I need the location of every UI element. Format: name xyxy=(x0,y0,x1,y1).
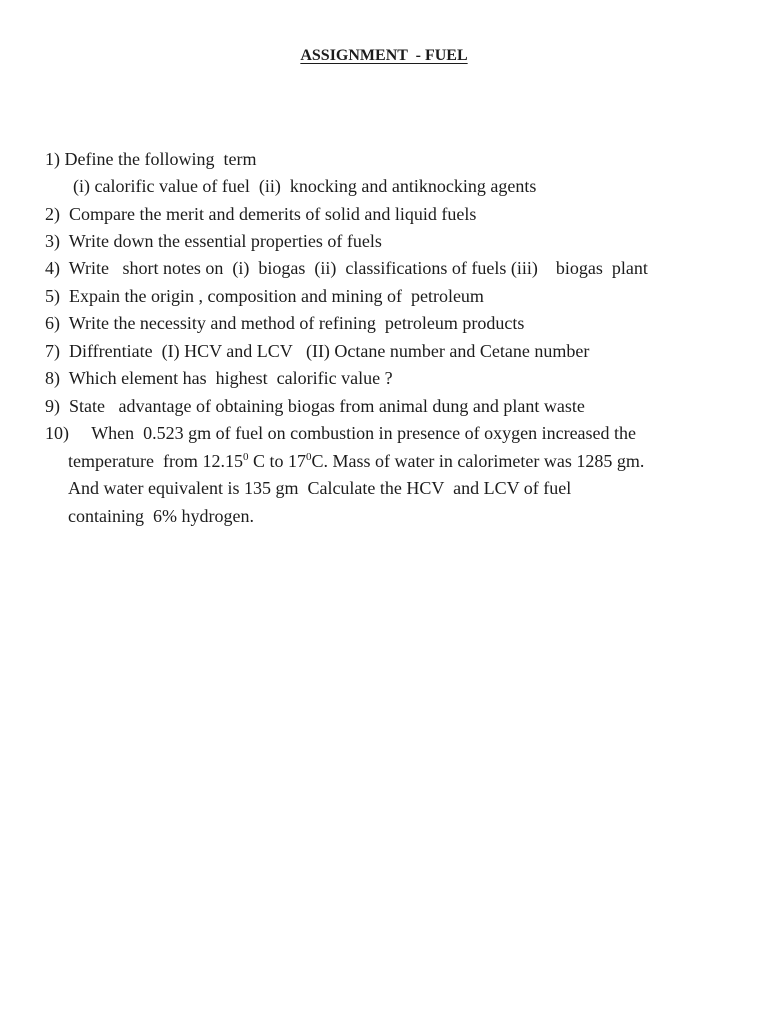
question-text: Which element has highest calorific value ? xyxy=(68,368,393,388)
question-10 xyxy=(45,422,636,444)
question-10-line-4 xyxy=(68,505,254,527)
question-text: C. Mass of water in calorimeter was 1285 gm. xyxy=(311,451,645,471)
question-1-subparts xyxy=(73,175,536,197)
question-10-line-2 xyxy=(68,450,644,472)
question-text: C to 17 xyxy=(248,451,306,471)
question-number: 6) xyxy=(45,313,60,333)
question-number: 3) xyxy=(45,231,60,251)
question-text: When 0.523 gm of fuel on combustion in presence of oxygen increased the xyxy=(91,423,637,443)
question-number: 1) xyxy=(45,149,60,169)
question-number: 2) xyxy=(45,204,60,224)
question-text: And water equivalent is 135 gm Calculate the HCV and LCV of fuel xyxy=(68,478,572,498)
question-text: containing 6% hydrogen. xyxy=(68,506,254,526)
question-number: 4) xyxy=(45,258,60,278)
question-text: temperature from 12.15 xyxy=(68,451,243,471)
question-text: Write short notes on (i) biogas (ii) classifications of fuels (iii) biogas plant xyxy=(68,258,648,278)
question-text: Write down the essential properties of fuels xyxy=(68,231,382,251)
question-number: 9) xyxy=(45,396,60,416)
question-2 xyxy=(45,203,476,225)
question-number: 7) xyxy=(45,341,60,361)
question-number: 8) xyxy=(45,368,60,388)
superscript: 0 xyxy=(242,451,249,463)
question-4 xyxy=(45,257,648,279)
question-1 xyxy=(45,148,256,170)
question-5 xyxy=(45,285,484,307)
question-text: Diffrentiate (I) HCV and LCV (II) Octane number and Cetane number xyxy=(69,341,590,361)
question-3 xyxy=(45,230,382,252)
question-text: Compare the merit and demerits of solid and liquid fuels xyxy=(69,204,477,224)
question-7 xyxy=(45,340,589,362)
question-text: Define the following term xyxy=(64,149,257,169)
question-8 xyxy=(45,367,393,389)
page-title: ASSIGNMENT - FUEL xyxy=(300,47,468,64)
question-number: 10) xyxy=(45,423,69,443)
question-text: Write the necessity and method of refining petroleum products xyxy=(68,313,525,333)
question-text: (i) calorific value of fuel (ii) knocking and antiknocking agents xyxy=(73,176,537,196)
question-10-line-3 xyxy=(68,477,571,499)
question-6 xyxy=(45,312,524,334)
question-text: State advantage of obtaining biogas from animal dung and plant waste xyxy=(69,396,585,416)
question-text: Expain the origin , composition and mining of petroleum xyxy=(69,286,484,306)
question-number: 5) xyxy=(45,286,60,306)
superscript: 0 xyxy=(305,451,312,463)
question-9 xyxy=(45,395,585,417)
